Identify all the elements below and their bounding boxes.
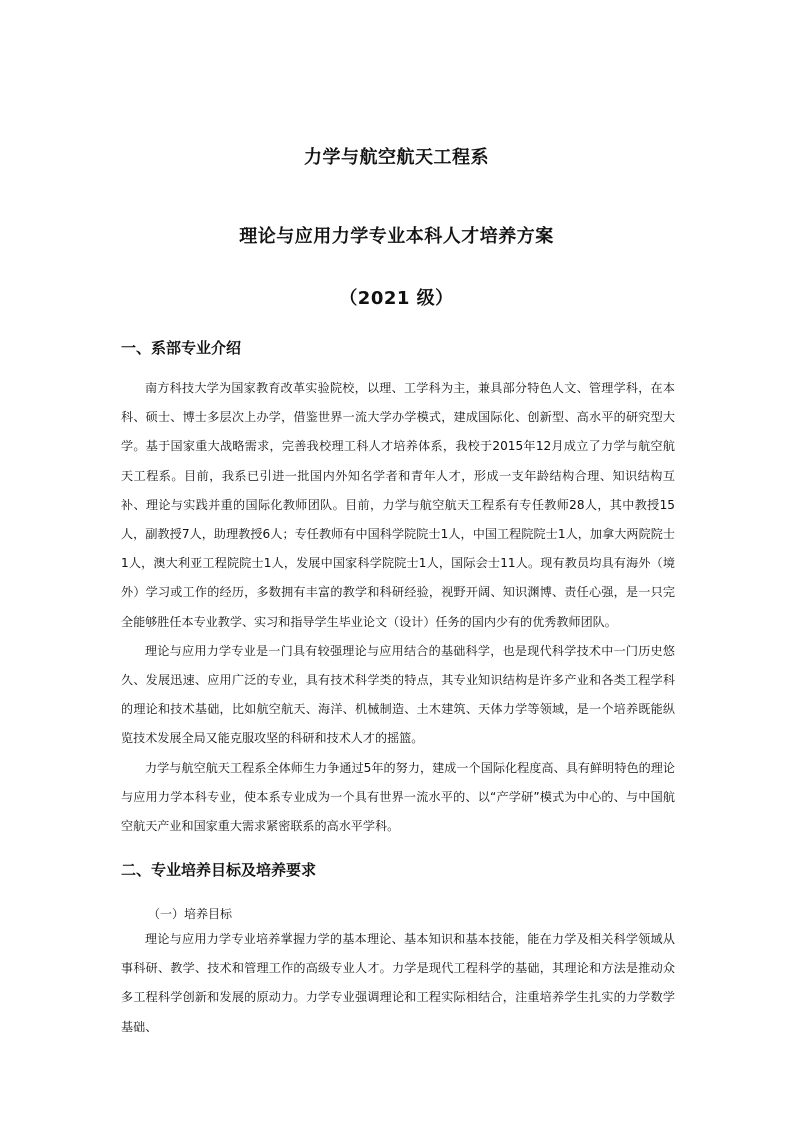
intro-paragraph: 南方科技大学为国家教育改革实验院校，以理、工学科为主，兼具部分特色人文、管理学科，在本科、硕士、博士多层次上办学，借鉴世界一流大学办学模式，建成国际化、创新型、高水平的研究型大学。基于国家重大战略需求，完善我校理工科人才培养体系，我校于2015年12月成立了力学与航空航天工程系。目前，我系已引进一批国内外知名学者和青年人才，形成一支年龄结构合理、知识结构互补、理论与实践并重的国际化教师团队。目前，力学与航空航天工程系有专任教师28人，其中教授15人，副教授7人，助理教授6人；专任教师有中国科学院院士1人，中国工程院院士1人，加拿大两院院士1人，澳大利亚工程院院士1人，发展中国家科学院院士1人，国际会士11人。现有教员均具有海外（境外）学习或工作的经历，多数拥有丰富的教学和科研经验，视野开阔、知识渊博、责任心强，是一只完全能够胜任本专业教学、实习和指导学生毕业论文（设计）任务的国内少有的优秀教师团队。 xyxy=(121,381,675,629)
intro-paragraph: 力学与航空航天工程系全体师生力争通过5年的努力，建成一个国际化程度高、具有鲜明特色的理论与应用力学本科专业，使本系专业成为一个具有世界一流水平的、以“产学研”模式为中心的、与中国航空航天产业和国家重大需求紧密联系的高水平学科。 xyxy=(121,760,675,834)
program-title: 理论与应用力学专业本科人才培养方案 xyxy=(239,226,554,247)
goals-body xyxy=(121,925,675,1042)
section-heading-intro: 一、系部专业介绍 xyxy=(121,339,242,357)
year-title: （2021 级） xyxy=(339,288,454,309)
section-heading-goals: 二、专业培养目标及培养要求 xyxy=(121,861,317,879)
intro-body xyxy=(121,374,675,841)
subheading-goals: （一）培养目标 xyxy=(148,907,233,921)
intro-paragraph: 理论与应用力学专业是一门具有较强理论与应用结合的基础科学，也是现代科学技术中一门历史悠久、发展迅速、应用广泛的专业，具有技术科学类的特点，其专业知识结构是许多产业和各类工程学科的理论和技术基础，比如航空航天、海洋、机械制造、土木建筑、天体力学等领域，是一个培养既能纵览技术发展全局又能克服攻坚的科研和技术人才的摇篮。 xyxy=(121,643,675,746)
department-title: 力学与航空航天工程系 xyxy=(304,147,489,168)
goals-paragraph: 理论与应用力学专业培养掌握力学的基本理论、基本知识和基本技能，能在力学及相关科学领域从事科研、教学、技术和管理工作的高级专业人才。力学是现代工程科学的基础，其理论和方法是推动众多工程科学创新和发展的原动力。力学专业强调理论和工程实际相结合，注重培养学生扎实的力学数学基础、 xyxy=(121,932,675,1034)
